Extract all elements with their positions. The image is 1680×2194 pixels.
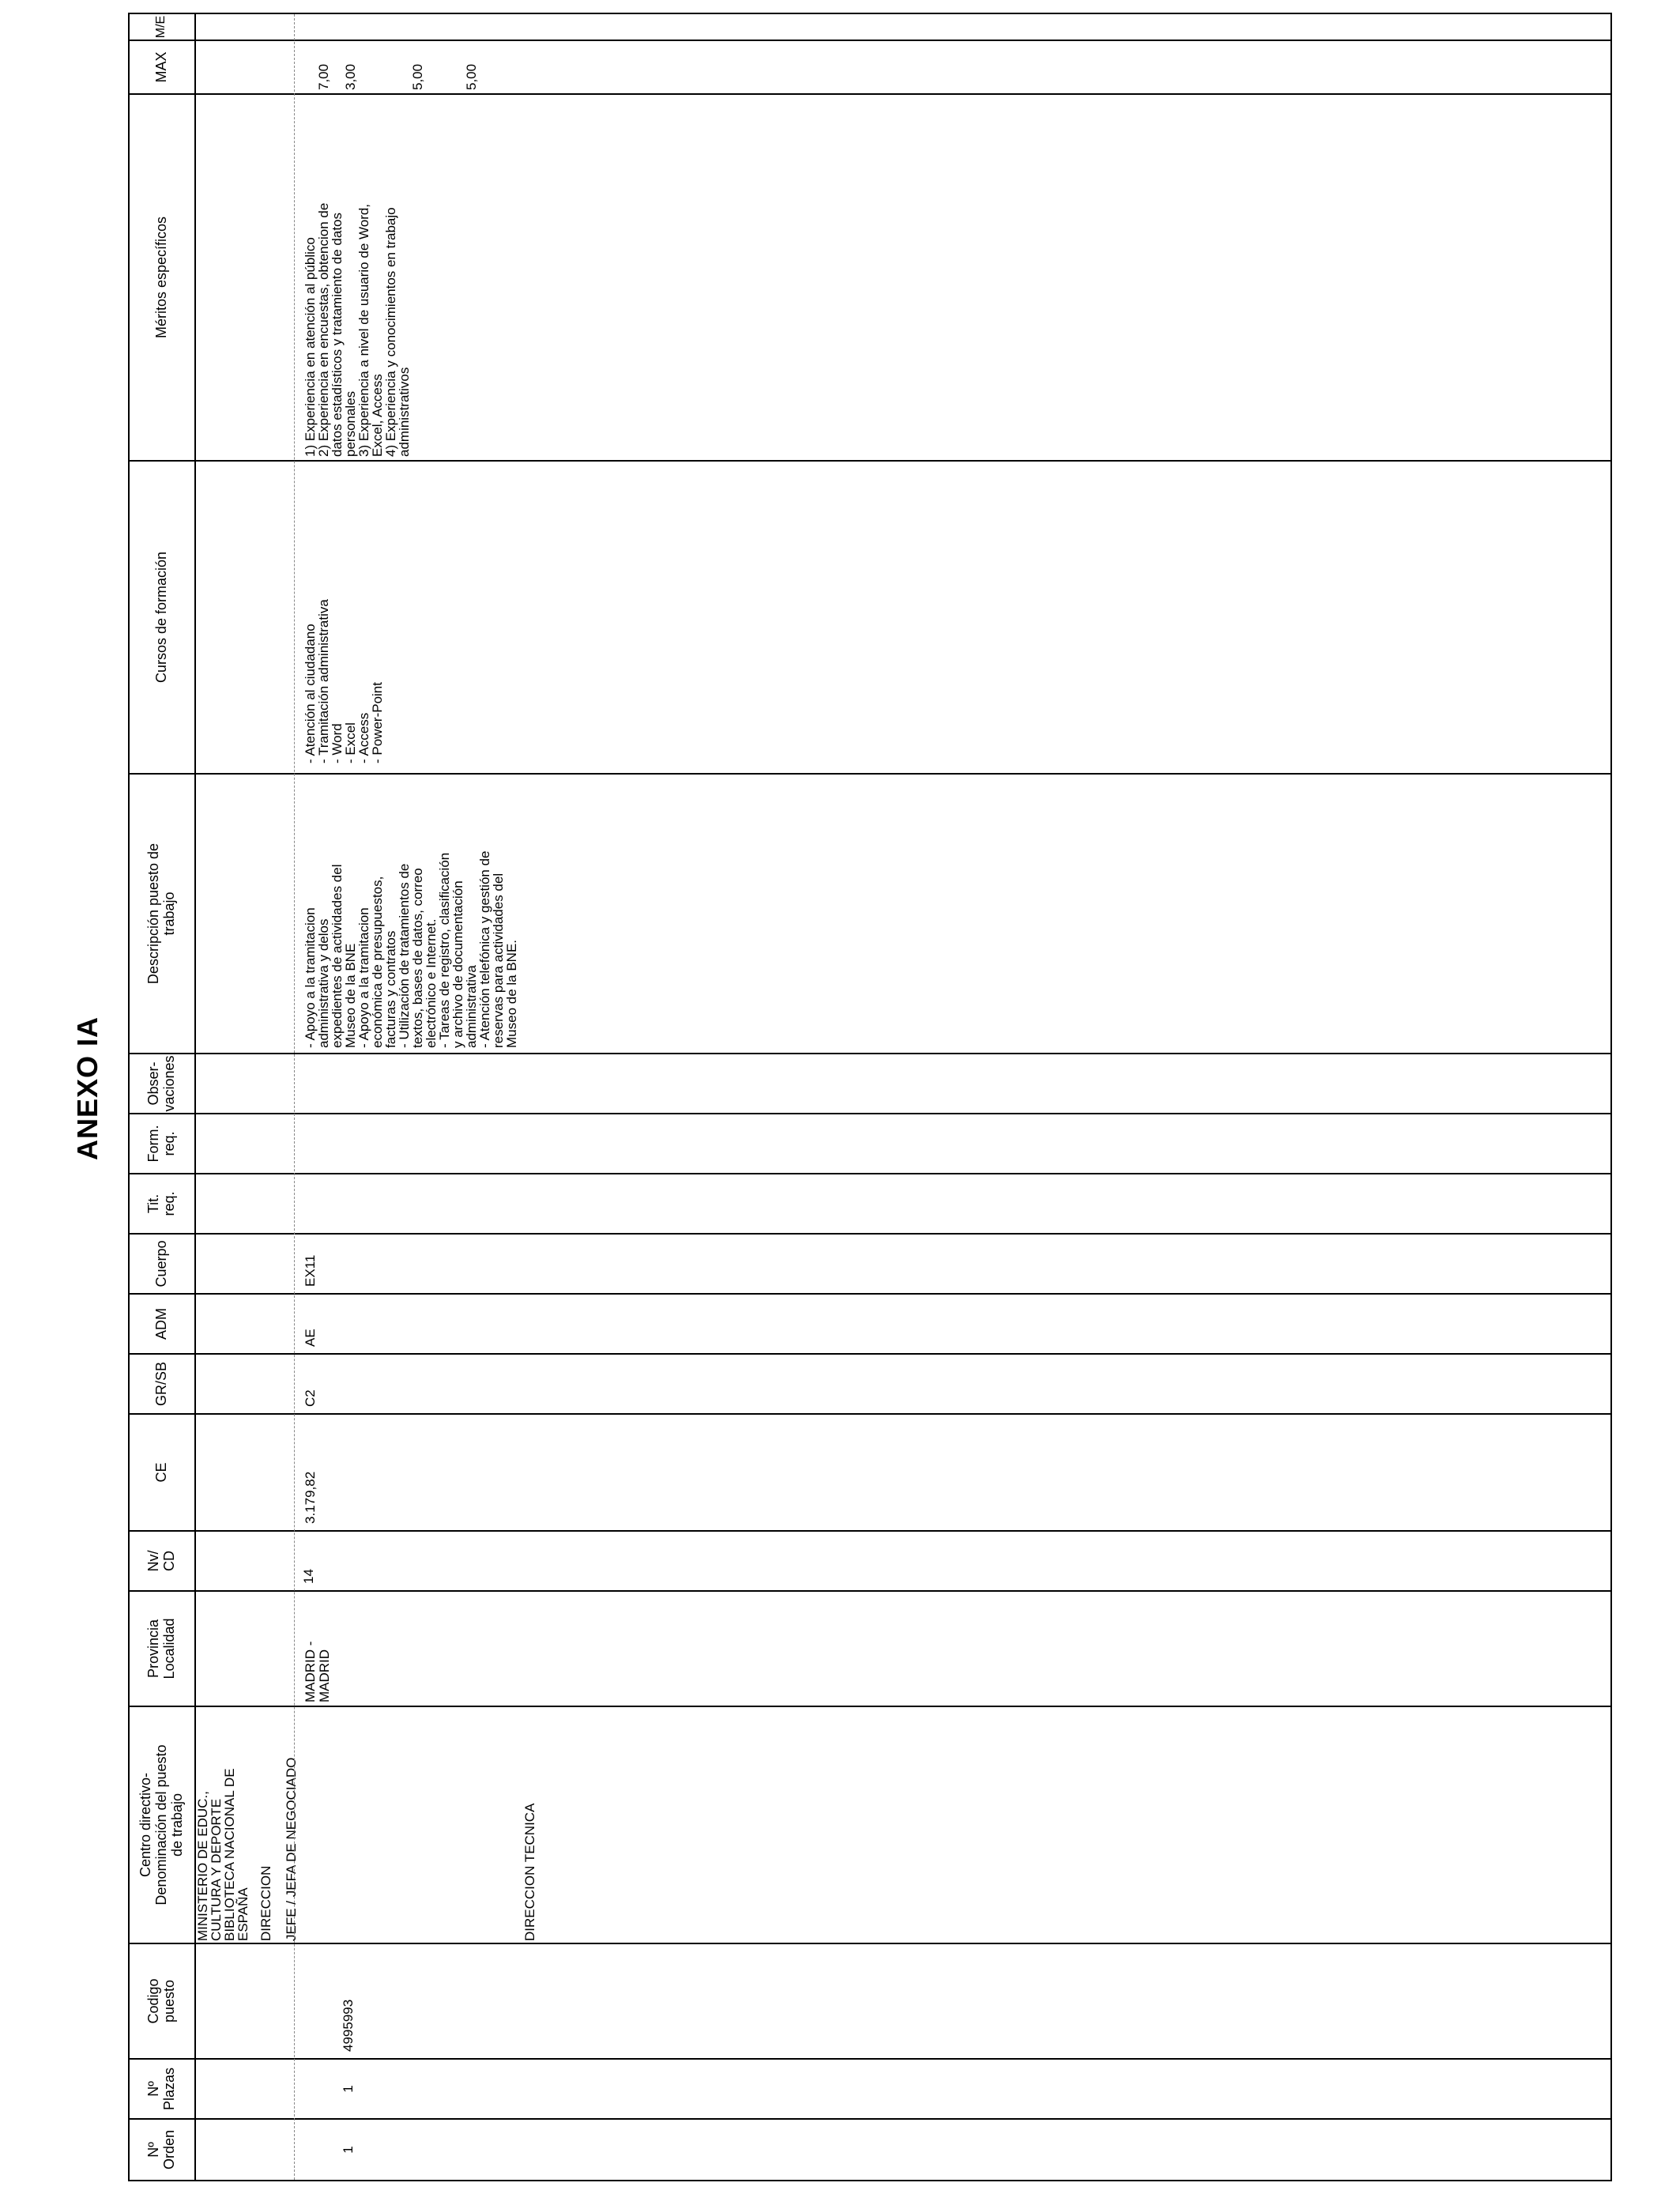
- max-value-1: 7,00: [316, 63, 331, 90]
- row-separator: [294, 14, 295, 2180]
- header-cuerpo: Cuerpo: [153, 1240, 169, 1287]
- cell-ministerio: MINISTERIO DE EDUC., CULTURA Y DEPORTE: [195, 1791, 224, 1941]
- column-cursos: [128, 462, 1610, 775]
- cell-grupo: C2: [303, 1389, 318, 1407]
- header-descripcion: Descripción puesto de trabajo: [145, 843, 177, 985]
- max-value-4: 5,00: [464, 63, 479, 90]
- header-orden: Nº Orden: [145, 2129, 177, 2170]
- cell-orden: 1: [341, 2146, 356, 2154]
- header-codigo: Codigo puesto: [145, 1978, 177, 2024]
- column-formacion: [128, 1114, 1610, 1174]
- column-max: [128, 41, 1610, 95]
- cell-cuerpo: EX11: [303, 1254, 318, 1287]
- header-titulacion: Tit. req.: [145, 1191, 177, 1216]
- cell-max: [303, 46, 492, 90]
- cell-nivel: 14: [301, 1569, 316, 1584]
- document-title: ANEXO IA: [71, 1016, 104, 1160]
- column-cuerpo: [128, 1235, 1610, 1295]
- header-adm: ADM: [153, 1308, 169, 1340]
- cell-denominacion: JEFE / JEFA DE NEGOCIADO: [284, 1757, 299, 1941]
- column-centro: [128, 1707, 1610, 1944]
- header-meritos: Méritos específicos: [153, 216, 169, 339]
- header-centro: Centro directivo- Denominación del puesto de trabajo: [137, 1744, 185, 1906]
- column-me: [128, 14, 1610, 41]
- max-value-2: 3,00: [343, 63, 358, 90]
- table-top-rule: [128, 14, 130, 2180]
- cell-plazas: 1: [341, 2085, 356, 2093]
- cell-codigo: 4995993: [341, 1999, 356, 2052]
- column-grupo: [128, 1355, 1610, 1415]
- cell-adm: AE: [303, 1329, 318, 1347]
- cell-meritos: 1) Experiencia en atención al público 2) Experiencia en encuestas, obtencion de datos estadísticos y tratamiento de datos personales 3) Experiencia a nivel de usuario de Word, Excel, Access 4) Experiencia y conocimientos en trabajo administrativos: [303, 202, 412, 457]
- column-descripcion: [128, 775, 1610, 1054]
- job-positions-table: [128, 13, 1612, 2181]
- cell-ce: 3.179,82: [303, 1471, 318, 1524]
- header-provincia: Provincia Localidad: [145, 1618, 177, 1679]
- column-plazas: [128, 2060, 1610, 2120]
- header-plazas: Nº Plazas: [145, 2067, 177, 2111]
- header-formacion: Form. req.: [145, 1125, 177, 1163]
- header-observaciones: Obser- vaciones: [145, 1055, 177, 1112]
- column-orden: [128, 2120, 1610, 2180]
- header-ce: CE: [153, 1462, 169, 1483]
- column-nivel: [128, 1532, 1610, 1592]
- max-value-3: 5,00: [410, 63, 425, 90]
- header-bottom-rule: [194, 14, 196, 2180]
- cell-provincia: MADRID - MADRID: [303, 1641, 332, 1702]
- header-me: M/E: [154, 15, 168, 39]
- cell-centro: DIRECCION: [258, 1865, 273, 1941]
- cell-unidad: DIRECCION TECNICA: [522, 1803, 537, 1941]
- header-cursos: Cursos de formación: [153, 551, 169, 684]
- column-ce: [128, 1415, 1610, 1532]
- column-codigo: [128, 1944, 1610, 2060]
- header-max: MAX: [153, 51, 169, 83]
- cell-organismo: BIBLIOTECA NACIONAL DE ESPAÑA: [222, 1768, 250, 1941]
- column-observaciones: [128, 1054, 1610, 1114]
- column-meritos: [128, 95, 1610, 462]
- header-nivel: Nv/ CD: [145, 1550, 177, 1572]
- cell-cursos: - Atención al ciudadano - Tramitación administrativa - Word - Excel - Access - Power-Point: [303, 599, 385, 763]
- header-grupo: GR/SB: [153, 1362, 169, 1407]
- column-adm: [128, 1295, 1610, 1355]
- cell-descripcion: - Apoyo a la tramitacion administrativa y delos expedientes de actividades del Museo de la BNE - Apoyo a la tramitacion económica de presupuestos, facturas y contratos - Utilización de tratamientos de textos, bases de datos, correo electrónico e Internet. - Tareas de registro, clasificación y archivo de documentación administrativa - Atención telefónica y gestión de reservas para actividades del Museo de la BNE.: [303, 850, 519, 1048]
- column-provincia: [128, 1592, 1610, 1707]
- column-titulacion: [128, 1174, 1610, 1235]
